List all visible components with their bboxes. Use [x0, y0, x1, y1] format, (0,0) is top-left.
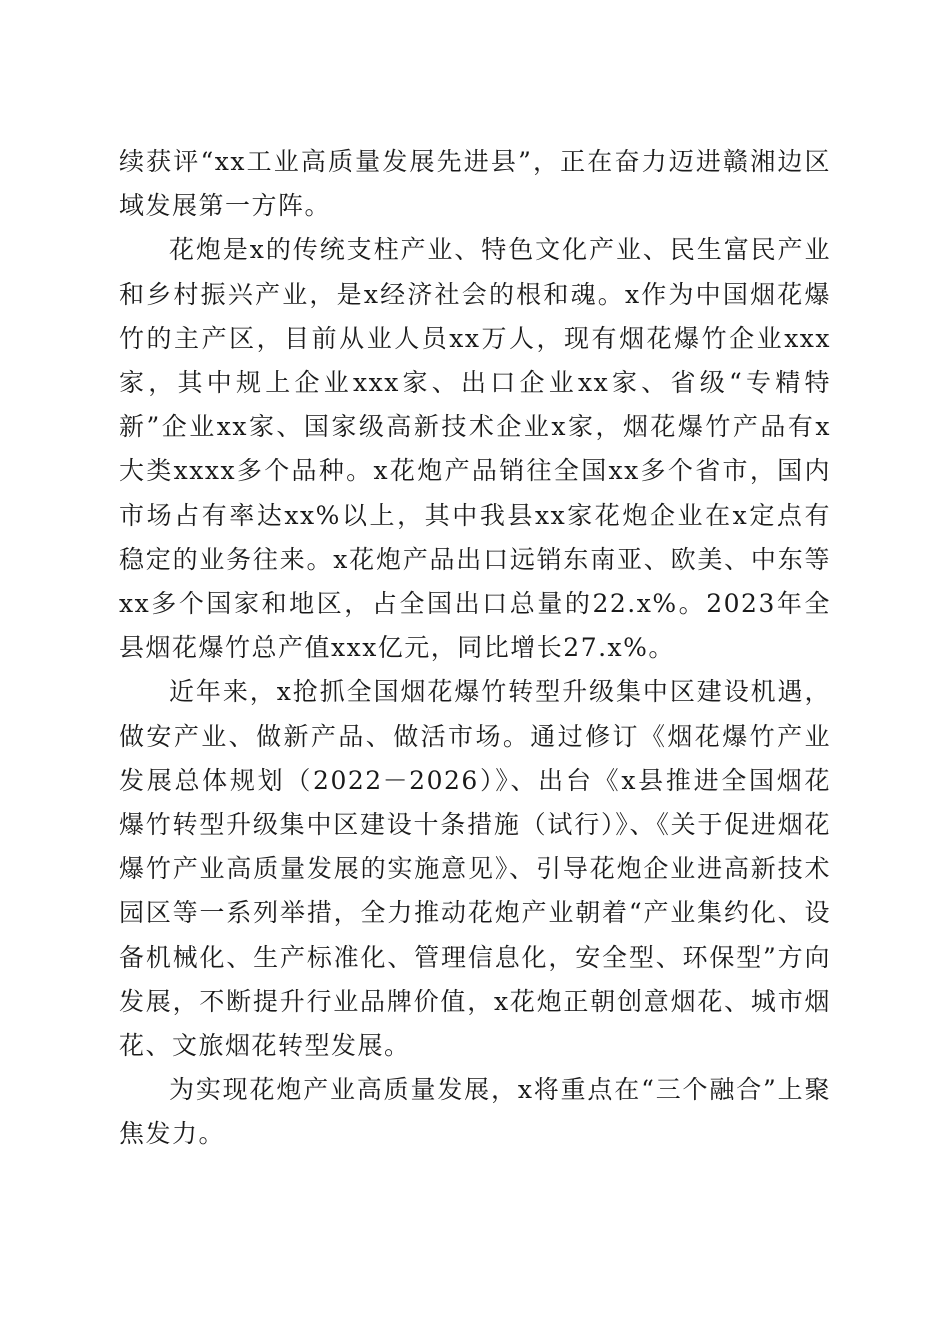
paragraph-industry-overview: 花炮是x的传统支柱产业、特色文化产业、民生富民产业和乡村振兴产业，是x经济社会的根和魂。x作为中国烟花爆竹的主产区，目前从业人员xx万人，现有烟花爆竹企业xxx家，其中规上企业xxx家、出口企业xx家、省级“专精特新”企业xx家、国家级高新技术企业x家，烟花爆竹产品有x大类xxxx多个品种。x花炮产品销往全国xx多个省市，国内市场占有率达xx%以上，其中我县xx家花炮企业在x定点有稳定的业务往来。x花炮产品出口远销东南亚、欧美、中东等xx多个国家和地区，占全国出口总量的22.x%。2023年全县烟花爆竹总产值xxx亿元，同比增长27.x%。 [119, 235, 831, 663]
paragraph-recent-development: 近年来，x抢抓全国烟花爆竹转型升级集中区建设机遇，做安产业、做新产品、做活市场。通过修订《烟花爆竹产业发展总体规划（2022－2026）》、出台《x县推进全国烟花爆竹转型升级集中区建设十条措施（试行）》、《关于促进烟花爆竹产业高质量发展的实施意见》、引导花炮企业进高新技术园区等一系列举措，全力推动花炮产业朝着“产业集约化、设备机械化、生产标准化、管理信息化，安全型、环保型”方向发展，不断提升行业品牌价值，x花炮正朝创意烟花、城市烟花、文旅烟花转型发展。 [119, 677, 831, 1061]
document-body [119, 140, 831, 1157]
paragraph-three-integrations: 为实现花炮产业高质量发展，x将重点在“三个融合”上聚焦发力。 [119, 1075, 831, 1149]
paragraph-continuation: 续获评“xx工业高质量发展先进县”，正在奋力迈进赣湘边区域发展第一方阵。 [119, 147, 831, 221]
